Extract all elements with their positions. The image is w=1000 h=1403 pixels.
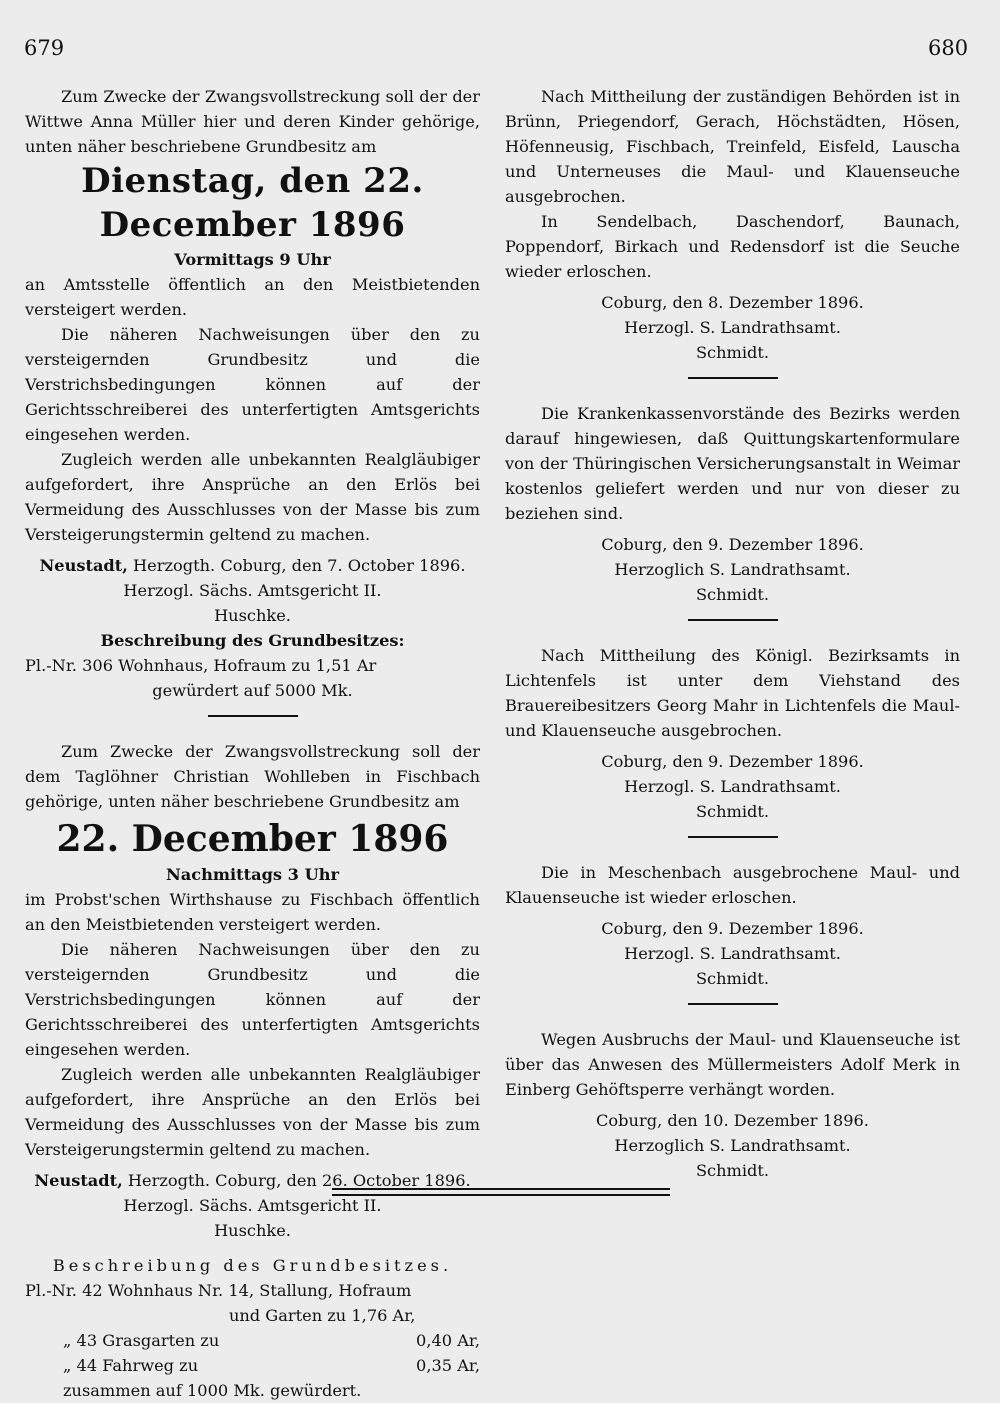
section-divider <box>688 619 778 621</box>
dateline-rest: Herzogth. Coburg, den 7. October 1896. <box>133 556 466 575</box>
notice-text: Die in Meschenbach ausgebrochene Maul- und Klauenseuche ist wieder erloschen. <box>505 863 960 907</box>
dateline: Coburg, den 8. Dezember 1896. <box>601 293 864 312</box>
section-divider <box>688 836 778 838</box>
signatory-name: Schmidt. <box>695 585 770 604</box>
area-cell <box>415 1378 480 1403</box>
auction-place: im Probst'schen Wirthshause zu Fischbach öffentlich an den Meistbietenden versteigert werden. <box>25 890 480 934</box>
page-end-double-rule <box>332 1188 670 1196</box>
parcel-cell: und Garten zu 1,76 Ar, <box>228 1306 416 1325</box>
auction-time: Vormittags 9 Uhr <box>174 250 331 269</box>
office-signature: Herzoglich S. Landrathsamt. <box>614 1136 851 1155</box>
office-signature: Herzogl. S. Landrathsamt. <box>624 944 841 963</box>
description-title: Beschreibung des Grundbesitzes: <box>100 631 405 650</box>
auction-date: 22. December 1896 <box>56 818 449 860</box>
page-number-left: 679 <box>24 36 65 60</box>
parcel-table <box>25 1278 480 1403</box>
notice-paragraph: Zugleich werden alle unbekannten Realgläubiger aufgefordert, ihre Ansprüche an den Erlös bei Vermeidung des Ausschlusses von der Masse bis zum Versteigerungstermin geltend zu machen. <box>25 1065 480 1159</box>
dateline: Coburg, den 9. Dezember 1896. <box>601 535 864 554</box>
dateline-place: Neustadt, <box>39 556 128 575</box>
office-signature: Herzogl. Sächs. Amtsgericht II. <box>123 1196 382 1215</box>
notice-text: Nach Mittheilung des Königl. Bezirksamts in Lichtenfels ist unter dem Viehstand des Brauereibesitzers Georg Mahr in Lichtenfels die Maul- und Klauenseuche ausgebrochen. <box>505 646 960 740</box>
table-row <box>25 1378 480 1403</box>
auction-time: Nachmittags 3 Uhr <box>165 865 339 884</box>
signatory-name: Schmidt. <box>695 802 770 821</box>
area-cell <box>415 1303 480 1328</box>
notice-text: Die Krankenkassenvorstände des Bezirks werden darauf hingewiesen, daß Quittungskartenformulare von der Thüringischen Versicherungsanstalt in Weimar kostenlos geliefert werden und nur von dieser zu beziehen sind. <box>505 404 960 523</box>
office-signature: Herzogl. Sächs. Amtsgericht II. <box>123 581 382 600</box>
auction-place: an Amtsstelle öffentlich an den Meistbietenden versteigert werden. <box>25 275 480 319</box>
parcel-cell: „ 44 Fahrweg zu <box>63 1356 199 1375</box>
dateline: Coburg, den 9. Dezember 1896. <box>601 752 864 771</box>
parcel-cell: „ 43 Grasgarten zu <box>63 1331 220 1350</box>
signatory-name: Schmidt. <box>695 969 770 988</box>
notice-paragraph: Die näheren Nachweisungen über den zu versteigernden Grundbesitz und die Verstrichsbedingungen können auf der Gerichtsschreiberei des unterfertigten Amtsgerichts eingesehen werden. <box>25 325 480 444</box>
table-row <box>25 1353 480 1378</box>
description-title: Beschreibung des Grundbesitzes. <box>52 1256 453 1275</box>
notice-intro: Zum Zwecke der Zwangsvollstreckung soll der dem Taglöhner Christian Wohlleben in Fischbach gehörige, unten näher beschriebene Grundbesitz am <box>25 742 480 811</box>
signatory-name: Huschke. <box>214 1221 291 1240</box>
page-number-right: 680 <box>928 36 969 60</box>
section-divider <box>208 715 298 717</box>
table-row <box>25 1278 480 1303</box>
area-cell: 0,40 Ar, <box>416 1331 480 1350</box>
auction-date: Dienstag, den 22. December 1896 <box>81 161 424 245</box>
office-signature: Herzoglich S. Landrathsamt. <box>614 560 851 579</box>
signatory-name: Huschke. <box>214 606 291 625</box>
parcel-cell: zusammen auf 1000 Mk. gewürdert. <box>63 1381 362 1400</box>
notice-text: Wegen Ausbruchs der Maul- und Klauenseuche ist über das Anwesen des Müllermeisters Adolf Merk in Einberg Gehöftsperre verhängt worden. <box>505 1030 960 1099</box>
office-signature: Herzogl. S. Landrathsamt. <box>624 777 841 796</box>
description-line: gewürdert auf 5000 Mk. <box>152 681 353 700</box>
signatory-name: Schmidt. <box>695 1161 770 1180</box>
dateline <box>25 553 480 578</box>
left-column <box>25 84 480 1403</box>
notice-text: In Sendelbach, Daschendorf, Baunach, Poppendorf, Birkach und Redensdorf ist die Seuche wieder erloschen. <box>505 212 960 281</box>
section-divider <box>688 377 778 379</box>
dateline: Coburg, den 10. Dezember 1896. <box>596 1111 869 1130</box>
dateline: Coburg, den 9. Dezember 1896. <box>601 919 864 938</box>
notice-paragraph: Die näheren Nachweisungen über den zu versteigernden Grundbesitz und die Verstrichsbedingungen können auf der Gerichtsschreiberei des unterfertigten Amtsgerichts eingesehen werden. <box>25 940 480 1059</box>
dateline-place: Neustadt, <box>34 1171 123 1190</box>
notice-paragraph: Zugleich werden alle unbekannten Realgläubiger aufgefordert, ihre Ansprüche an den Erlös bei Vermeidung des Ausschlusses von der Masse bis zum Versteigerungstermin geltend zu machen. <box>25 450 480 544</box>
office-signature: Herzogl. S. Landrathsamt. <box>624 318 841 337</box>
right-column <box>505 84 960 1183</box>
parcel-cell: Pl.-Nr. 42 Wohnhaus Nr. 14, Stallung, Hofraum <box>25 1281 412 1300</box>
table-row <box>25 1328 480 1353</box>
section-divider <box>688 1003 778 1005</box>
table-row <box>25 1303 480 1328</box>
dateline-rest: Herzogth. Coburg, den 26. October 1896. <box>127 1171 471 1190</box>
description-line: Pl.-Nr. 306 Wohnhaus, Hofraum zu 1,51 Ar <box>25 656 377 675</box>
signatory-name: Schmidt. <box>695 343 770 362</box>
notice-text: Nach Mittheilung der zuständigen Behörden ist in Brünn, Priegendorf, Gerach, Höchstädten, Hösen, Höfenneusig, Fischbach, Treinfeld, Eisfeld, Lauscha und Unterneuses die Maul- und Klauenseuche ausgebrochen. <box>505 87 960 206</box>
notice-intro: Zum Zwecke der Zwangsvollstreckung soll der der Wittwe Anna Müller hier und deren Kinder gehörige, unten näher beschriebene Grundbesitz am <box>25 87 480 156</box>
area-cell <box>415 1278 480 1303</box>
area-cell: 0,35 Ar, <box>416 1356 480 1375</box>
